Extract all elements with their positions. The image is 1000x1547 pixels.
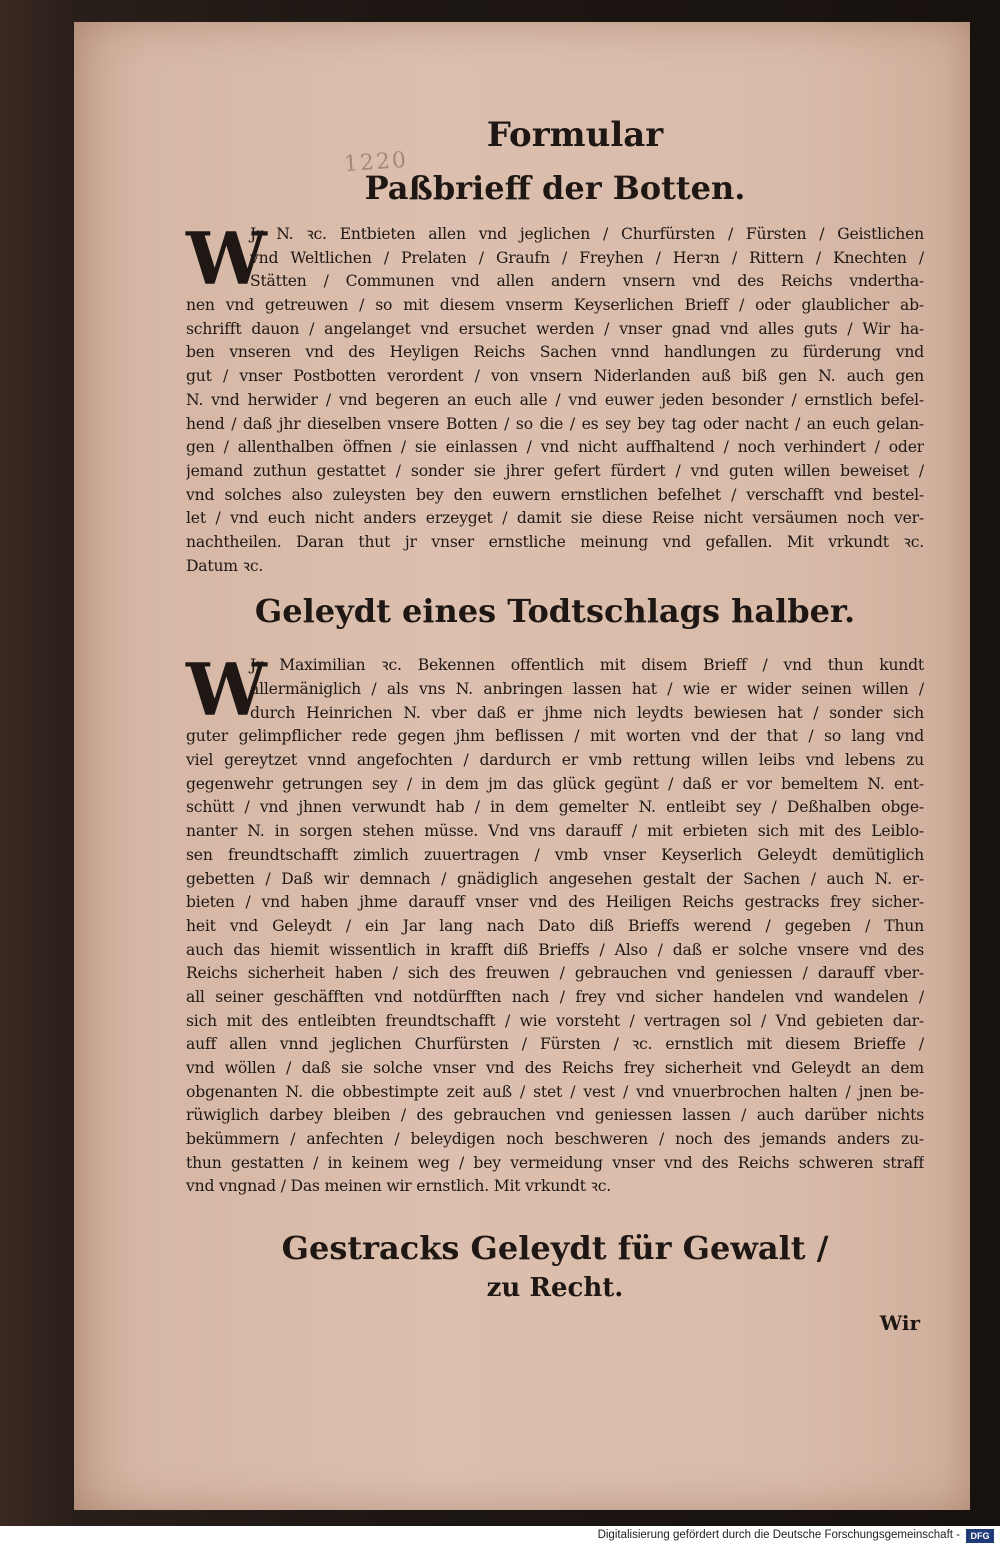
dfg-logo: DFG [966, 1529, 994, 1543]
text-line: let / vnd euch nicht anders erzeyget / damit sie diese Reise nicht versäumen noch ver- [186, 509, 924, 528]
text-line: all seiner geschäfften vnd notdürfften nach / frey vnd sicher handelen vnd wandelen / [186, 987, 924, 1006]
text-line: obgenanten N. die obbestimpte zeit auß / stet / vest / vnd vnuerbrochen halten / jnen be- [186, 1082, 924, 1101]
text-line: Reichs sicherheit haben / sich des freuwen / gebrauchen vnd geniessen / darauff vber- [186, 964, 924, 983]
paragraph-passbrief [186, 216, 924, 578]
page-text-block [186, 95, 924, 1335]
text-line: gut / vnser Postbotten verordent / von vnsern Niderlanden auß biß gen N. auch gen [186, 367, 924, 386]
text-line: sen freundtschafft zimlich zuuertragen / vmb vnser Keyserlich Geleydt demütiglich [186, 845, 924, 864]
paragraph-geleydt-todtschlag [186, 647, 924, 1199]
section-title-passbrief: Paßbrieff der Botten. [364, 169, 746, 207]
text-line: durch Heinrichen N. vber daß er jhme nich leydts bewiesen hat / sonder sich [250, 703, 924, 722]
text-line: gen / allenthalben öffnen / sie einlassen / vnd nicht auffhaltend / noch verhindert / oder [186, 438, 924, 457]
text-line: vnd Weltlichen / Prelaten / Graufn / Freyhen / Herꝛn / Rittern / Knechten / [250, 248, 924, 267]
page-number-mark: 1220 [343, 147, 409, 178]
book-edge [0, 0, 70, 1526]
text-line: allermäniglich / als vns N. anbringen lassen hat / wie er wider seinen willen / [250, 680, 924, 698]
text-line: schrifft dauon / angelanget vnd ersuchet werden / vnser gnad vnd alles guts / Wir ha- [186, 319, 924, 338]
catchword: Wir [879, 1311, 920, 1336]
running-title: Formular [486, 115, 664, 155]
text-line: thun gestatten / in keinem weg / bey vermeidung vnser vnd des Reichs schweren straff [186, 1153, 924, 1172]
text-line: bieten / vnd haben jhme darauff vnser vnd des Heiligen Reichs gestracks frey sicher- [186, 893, 924, 912]
text-line: nanter N. in sorgen stehen müsse. Vnd vns darauff / mit erbieten sich mit des Leiblo- [186, 822, 924, 841]
section-subtitle: zu Recht. [486, 1273, 624, 1304]
section-title-geleydt-todtschlag: Geleydt eines Todtschlags halber. [254, 592, 856, 631]
text-line: Stätten / Communen vnd allen andern vnsern vnd des Reichs vndertha- [250, 272, 924, 291]
text-line: vnd wöllen / daß sie solche vnser vnd des Reichs frey sicherheit vnd Geleydt an dem [186, 1059, 924, 1077]
text-line: heit vnd Geleydt / ein Jar lang nach Dato diß Brieffs werend / gegeben / Thun [186, 916, 924, 935]
text-line: auch das hiemit wissentlich in krafft diß Brieffs / Also / daß er solche vnsere vnd des [186, 940, 924, 959]
text-line: nachtheilen. Daran thut jr vnser ernstliche meinung vnd gefallen. Mit vrkundt ꝛc. [186, 532, 924, 551]
text-line: Jr Maximilian ꝛc. Bekennen offentlich mit disem Brieff / vnd thun kundt [250, 656, 924, 675]
text-line: rüwiglich darbey bleiben / des gebrauchen vnd geniessen lassen / auch darüber nichts [186, 1106, 924, 1125]
footer-credit: Digitalisierung gefördert durch die Deutsche Forschungsgemeinschaft - [597, 1529, 960, 1541]
footer-bar [0, 1526, 1000, 1547]
text-line: viel gereytzet vnnd angefochten / dardurch er vmb rettung willen leibs vnd lebens zu [186, 751, 924, 770]
text-line: vnd solches also zuleysten bey den euwern ernstlichen befelhet / verschafft vnd bestel- [186, 485, 924, 504]
text-line: vnd vngnad / Das meinen wir ernstlich. Mit vrkundt ꝛc. [186, 1177, 612, 1196]
text-line: gebetten / Daß wir demnach / gnädiglich angesehen gestalt der Sachen / auch N. er- [186, 869, 924, 888]
text-line: guter gelimpflicher rede gegen jhm beflissen / mit worten vnd der that / so lang vnd [186, 727, 924, 746]
text-line: jemand zuthun gestattet / sonder sie jhrer gefert fürdert / vnd guten willen beweiset / [186, 461, 924, 480]
text-line: bekümmern / anfechten / beleydigen noch beschweren / noch des jemands anders zu- [186, 1130, 924, 1149]
text-line: schütt / vnd jhnen verwundt hab / in dem gemelter N. entleibt sey / Deßhalben obge- [186, 798, 924, 817]
drop-cap: W [186, 216, 267, 301]
text-line: ben vnseren vnd des Heyligen Reichs Sachen vnnd handlungen zu fürderung vnd [186, 343, 924, 362]
section-title-gestracks-geleydt: Gestracks Geleydt für Gewalt / [281, 1229, 829, 1268]
text-line: hend / daß jhr dieselben vnsere Botten / so die / es sey bey tag oder nacht / an euch gelan- [186, 414, 924, 433]
text-line: nen vnd getreuwen / so mit diesem vnserm Keyserlichen Brieff / oder glaublicher ab- [186, 296, 924, 315]
text-line: sich mit des entleibten freundtschafft / wie vorsteht / vertragen sol / Vnd gebieten dar- [186, 1011, 924, 1030]
text-line: gegenwehr getrungen sey / in dem jm das glück gegünt / daß er vor bemeltem N. ent- [186, 774, 924, 793]
drop-cap: W [186, 647, 267, 733]
text-line: auff allen vnnd jeglichen Churfürsten / Fürsten / ꝛc. ernstlich mit diesem Brieffe / [186, 1035, 924, 1054]
text-line: N. vnd herwider / vnd begeren an euch alle / vnd euwer jeden besonder / ernstlich befel- [186, 390, 924, 409]
text-line: Datum ꝛc. [186, 556, 264, 575]
text-line: Jr N. ꝛc. Entbieten allen vnd jeglichen / Churfürsten / Fürsten / Geistlichen [250, 225, 924, 243]
